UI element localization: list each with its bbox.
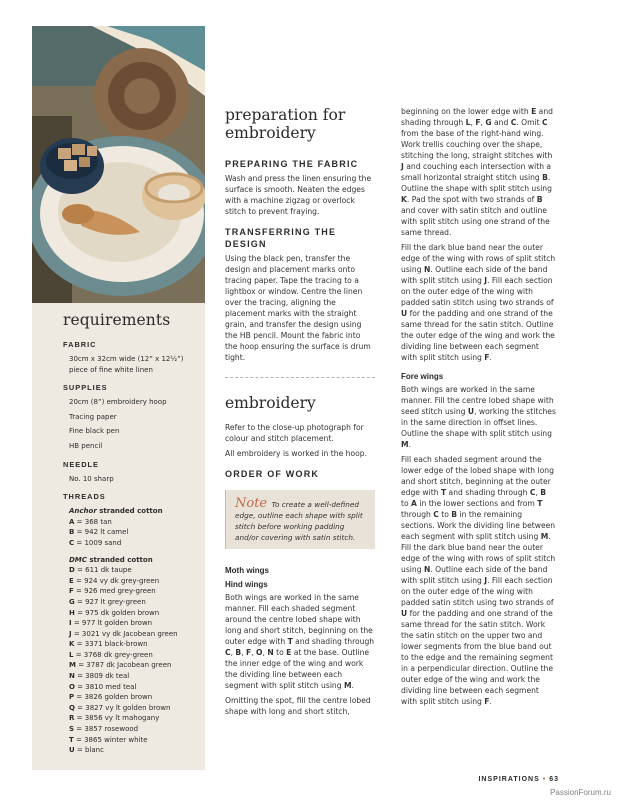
fore-wings-segments-paragraph: Fill each shaded segment around the lower edge of the lobed shape with long and short stitch, beginning at the outer edge with T and shading through C, B to A in the lower sections and from T through C to B in the remaining sections. Work the dividing line between each segment with split stitch using M. Fill the dark blue band near the outer edge of the wing with rows of split stitch using N. Outline each side of the band with split stitch using J. Fill each section on the outer edge of the wing with padded satin stitch using two strands of U for the padding and one strand of the same thread for the satin stitch. Work the satin stitch on the upper two and lower segments from the blue band out to the edge and the remaining segment in a perpendicular direction. Outline the outer edge of the wing and work the dividing line between each segment with split stitch using F. <box>401 455 556 706</box>
threads-heading: THREADS <box>63 492 106 502</box>
preparation-title: preparation for embroidery <box>225 106 346 142</box>
thread-item: O = 3810 med teal <box>69 682 137 691</box>
needle-item: No. 10 sharp <box>69 474 114 483</box>
magazine-section: INSPIRATIONS <box>478 776 540 783</box>
hind-wings-heading: Hind wings <box>225 580 268 590</box>
anchor-thread-list <box>63 517 205 549</box>
thread-item: A = 368 tan <box>69 517 112 526</box>
fabric-item: 30cm x 32cm wide (12” x 12½”) <box>69 355 184 363</box>
page-number: 63 <box>549 776 559 783</box>
note-box <box>225 490 375 549</box>
thread-item: I = 977 lt golden brown <box>69 619 153 628</box>
thread-item: P = 3826 golden brown <box>69 693 153 702</box>
thread-item: D = 611 dk taupe <box>69 566 132 575</box>
requirements-title: requirements <box>63 311 171 329</box>
page-footer <box>478 776 559 783</box>
hind-wings-paragraph: Both wings are worked in the same manner. Fill each shaded segment around the centre lobed shape with long and short stitch, beginning on the outer edge with T and shading through C, B, F, O, N to E at the base. Outline the inner edge of the wing and work the dividing line between each segment with split stitch using M. <box>225 593 375 691</box>
section-divider <box>225 377 375 378</box>
preparing-fabric-heading: PREPARING THE FABRIC <box>225 159 359 169</box>
dmc-thread-list <box>63 565 205 756</box>
watermark: PassionForum.ru <box>550 788 611 797</box>
anchor-subheading: Anchor stranded cotton <box>69 507 163 516</box>
thread-item: C = 1009 sand <box>69 538 122 547</box>
thread-item: N = 3809 dk teal <box>69 672 130 681</box>
thread-item: H = 975 dk golden brown <box>69 608 160 617</box>
order-of-work-heading: ORDER OF WORK <box>225 469 320 479</box>
thread-item: Q = 3827 vy lt golden brown <box>69 703 171 712</box>
requirements-sidebar <box>32 303 205 770</box>
thread-item: U = blanc <box>69 746 104 755</box>
thread-item: M = 3787 dk Jacobean green <box>69 661 172 670</box>
note-text: To create a well-defined edge, outline each shape with split stitch before working padding and/or covering with satin stitch. <box>235 500 363 542</box>
thread-item: B = 942 lt camel <box>69 528 129 537</box>
instructions-column-right <box>401 106 556 707</box>
blue-band-paragraph: Fill the dark blue band near the outer edge of the wing with rows of split stitch using N. Outline each side of the band with split stitch using J. Fill each section on the outer edge of the wing with padded satin stitch using two strands of U for the padding and one strand of the same thread for the satin stitch. Outline the outer edge of the wing and work the dividing line between each segment with split stitch using F. <box>401 243 556 362</box>
thread-item: E = 924 vy dk grey-green <box>69 576 160 585</box>
moth-wings-heading: Moth wings <box>225 566 269 576</box>
thread-item: K = 3371 black-brown <box>69 640 148 649</box>
supplies-heading: SUPPLIES <box>63 383 108 393</box>
embroidery-intro: Refer to the close-up photograph for colour and stitch placement. <box>225 423 364 443</box>
transferring-design-heading: TRANSFERRING THE DESIGN <box>225 227 337 249</box>
note-label: Note <box>235 496 268 511</box>
supplies-item: Fine black pen <box>69 427 120 436</box>
lobed-shape-paragraph: beginning on the lower edge with E and shading through L, F, G and C. Omit C from the base of the right-hand wing. Work trellis couching over the shape, stitching the long, straight stitches with J and couching each intersection with a small horizontal straight stitch using B. Outline the shape with split stitch using K. Pad the spot with two strands of B and cover with satin stitch and outline with split stitch using one strand of the same thread. <box>401 107 553 237</box>
photo-illustration <box>32 26 205 303</box>
fabric-heading: FABRIC <box>63 340 97 349</box>
thread-item: L = 3768 dk grey-green <box>69 650 153 659</box>
footer-bullet: • <box>542 776 547 783</box>
transferring-design-text: Using the black pen, transfer the design and placement marks onto tracing paper. Tape the tracing to a lightbox or window. Centre the linen over the tracing, aligning the placement marks with the straight grain, and transfer the design using the HB pencil. Mount the fabric into the hoop ensuring the surface is drum tight. <box>225 254 371 362</box>
thread-item: G = 927 lt grey-green <box>69 597 146 606</box>
needle-heading: NEEDLE <box>63 459 99 469</box>
dmc-subheading: DMC stranded cotton <box>69 555 153 564</box>
tea-set-photo <box>32 26 205 303</box>
thread-item: R = 3856 vy lt mahogany <box>69 714 160 723</box>
embroidery-hoop-note: All embroidery is worked in the hoop. <box>225 449 367 458</box>
embroidery-title: embroidery <box>225 394 316 412</box>
fore-wings-heading: Fore wings <box>401 372 444 381</box>
supplies-item: Tracing paper <box>69 412 117 421</box>
fore-wings-paragraph: Both wings are worked in the same manner. Fill the centre lobed shape with seed stitch using U, working the stitches in the same direction in offset lines. Outline the shape with split stitch using M. <box>401 385 556 449</box>
supplies-item: 20cm (8”) embroidery hoop <box>69 398 167 407</box>
thread-item: T = 3865 winter white <box>69 735 148 744</box>
thread-item: S = 3857 rosewood <box>69 725 139 734</box>
fabric-item: piece of fine white linen <box>69 365 153 374</box>
thread-item: F = 926 med grey-green <box>69 587 156 596</box>
supplies-item: HB pencil <box>69 441 103 450</box>
preparing-fabric-text: Wash and press the linen ensuring the surface is smooth. Neaten the edges with a machine zigzag or overlock stitch to prevent fraying. <box>225 174 372 216</box>
instructions-column-left <box>225 106 375 717</box>
thread-item: J = 3021 vy dk Jacobean green <box>69 629 178 638</box>
requirements-body <box>63 339 205 756</box>
hind-wings-paragraph-2: Omitting the spot, fill the centre lobed shape with long and short stitch, <box>225 696 371 717</box>
